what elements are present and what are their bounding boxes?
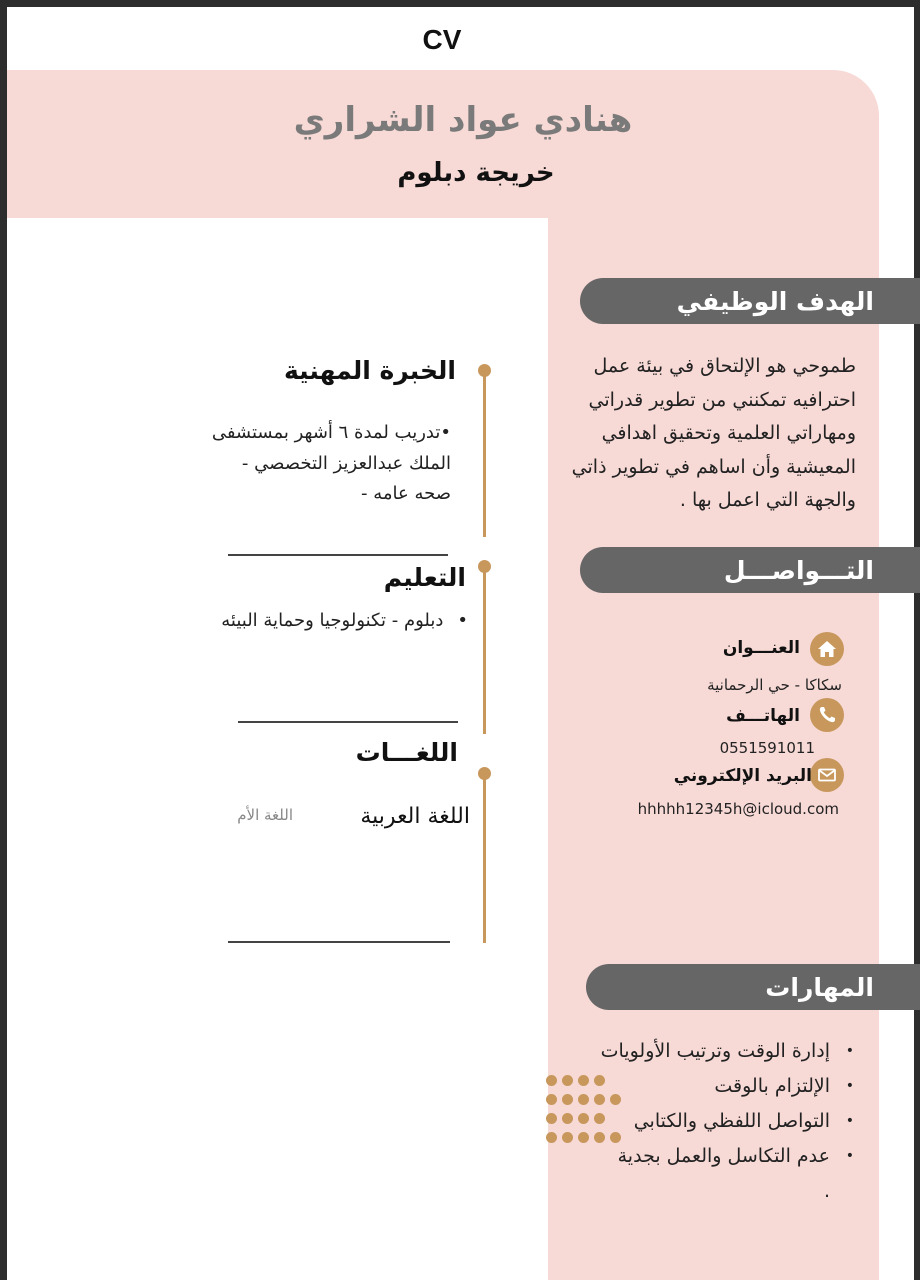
timeline-dot: [478, 364, 491, 377]
skill-item-text: الإلتزام بالوقت: [714, 1075, 830, 1097]
skill-item: • عدم التكاسل والعمل بجدية: [617, 1145, 854, 1167]
phone-icon: [810, 698, 844, 732]
person-title: خريجة دبلوم: [397, 158, 555, 188]
timeline-languages: [483, 773, 486, 943]
address-value: سكاكا - حي الرحمانية: [707, 676, 842, 694]
education-heading: التعليم: [383, 563, 466, 592]
language-name: اللغة العربية: [360, 804, 470, 829]
skill-item: • إدارة الوقت وترتيب الأولويات: [600, 1040, 854, 1062]
divider: [228, 941, 450, 943]
divider: [228, 554, 448, 556]
experience-heading: الخبرة المهنية: [284, 356, 456, 385]
divider: [238, 721, 458, 723]
languages-heading: اللغـــات: [355, 738, 458, 767]
education-item: [221, 610, 468, 631]
education-text: دبلوم - تكنولوجيا وحماية البيئه: [221, 610, 444, 631]
phone-value: 0551591011: [719, 739, 815, 757]
person-name: هنادي عواد الشراري: [293, 100, 633, 140]
window-border-right: [914, 0, 920, 1280]
home-icon: [810, 632, 844, 666]
contact-heading: [580, 547, 920, 593]
skill-item: • الإلتزام بالوقت: [714, 1075, 854, 1097]
objective-text: طموحي هو الإلتحاق في بيئة عمل احترافيه تمكنني من تطوير قدراتي ومهاراتي العلمية وتحقيق اهدافي المعيشية وأن اساهم في تطوير ذاتي والجهة التي اعمل بها .: [571, 355, 856, 511]
contact-heading-label: التـــواصـــل: [723, 555, 874, 585]
skill-item-text: التواصل اللفظي والكتابي: [633, 1110, 830, 1132]
skill-item: • التواصل اللفظي والكتابي: [633, 1110, 854, 1132]
timeline-experience: [483, 370, 486, 537]
window-border-left: [0, 0, 7, 1280]
skills-heading-label: المهارات: [765, 972, 874, 1002]
objective-heading: [580, 278, 920, 324]
language-level: اللغة الأم: [237, 806, 293, 824]
skill-item-text: عدم التكاسل والعمل بجدية: [617, 1145, 830, 1167]
skill-trailing: [560, 1174, 856, 1209]
address-label: العنـــوان: [722, 638, 800, 658]
education-bullet: •: [457, 610, 468, 631]
timeline-dot: [478, 767, 491, 780]
email-value: hhhhh12345h@icloud.com: [637, 800, 839, 818]
skill-trailing-text: .: [823, 1180, 830, 1202]
email-label: البريد الإلكتروني: [673, 766, 812, 786]
objective-heading-label: الهدف الوظيفي: [676, 286, 874, 316]
skill-item-text: إدارة الوقت وترتيب الأولويات: [600, 1040, 830, 1062]
window-border-top: [0, 0, 920, 7]
timeline-education: [483, 566, 486, 734]
mail-icon: [810, 758, 844, 792]
experience-text: •تدريب لمدة ٦ أشهر بمستشفى الملك عبدالعزيز التخصصي - صحه عامه -: [211, 422, 451, 504]
skills-list: [560, 1034, 856, 1209]
skills-heading: [586, 964, 920, 1010]
header-band: [7, 70, 879, 218]
phone-label: الهاتـــف: [726, 706, 800, 726]
page-label: CV: [422, 24, 462, 55]
timeline-dot: [478, 560, 491, 573]
